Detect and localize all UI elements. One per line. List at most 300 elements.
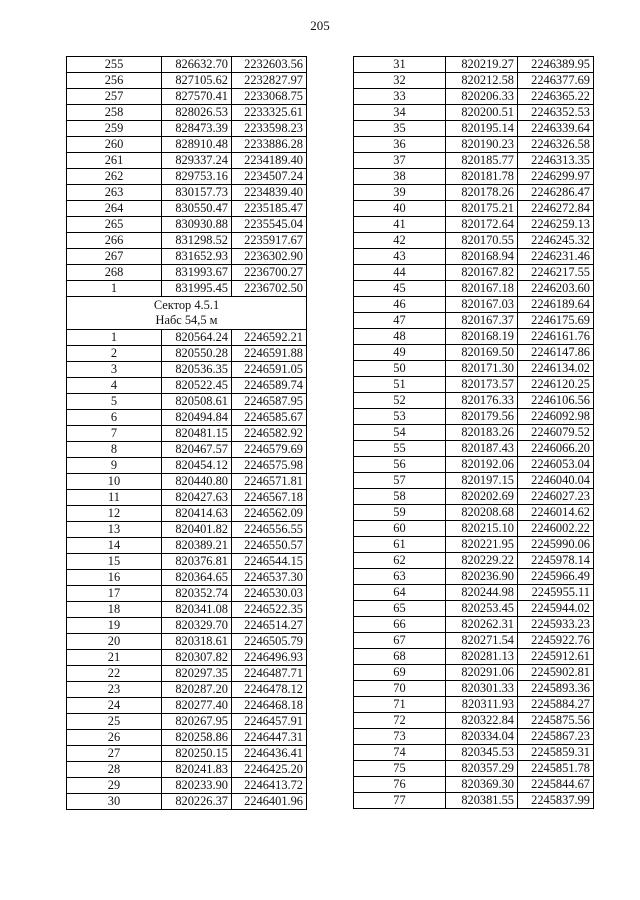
y-coordinate-cell: 2246457.91 bbox=[232, 714, 307, 730]
x-coordinate-cell: 820206.33 bbox=[446, 89, 518, 105]
x-coordinate-cell: 820171.30 bbox=[446, 361, 518, 377]
point-number-cell: 26 bbox=[67, 730, 162, 746]
y-coordinate-cell: 2246468.18 bbox=[232, 698, 307, 714]
x-coordinate-cell: 820179.56 bbox=[446, 409, 518, 425]
point-number-cell: 23 bbox=[67, 682, 162, 698]
x-coordinate-cell: 820522.45 bbox=[162, 378, 232, 394]
y-coordinate-cell: 2245912.61 bbox=[518, 649, 594, 665]
point-number-cell: 32 bbox=[354, 73, 446, 89]
y-coordinate-cell: 2246514.27 bbox=[232, 618, 307, 634]
x-coordinate-cell: 820233.90 bbox=[162, 778, 232, 794]
point-number-cell: 72 bbox=[354, 713, 446, 729]
x-coordinate-cell: 820244.98 bbox=[446, 585, 518, 601]
y-coordinate-cell: 2246582.92 bbox=[232, 426, 307, 442]
y-coordinate-cell: 2236700.27 bbox=[232, 265, 307, 281]
table-row bbox=[354, 153, 594, 169]
table-row bbox=[67, 153, 307, 169]
x-coordinate-cell: 820236.90 bbox=[446, 569, 518, 585]
point-number-cell: 260 bbox=[67, 137, 162, 153]
x-coordinate-cell: 820481.15 bbox=[162, 426, 232, 442]
point-number-cell: 267 bbox=[67, 249, 162, 265]
y-coordinate-cell: 2246556.55 bbox=[232, 522, 307, 538]
table-row bbox=[67, 746, 307, 762]
table-row bbox=[354, 681, 594, 697]
y-coordinate-cell: 2235917.67 bbox=[232, 233, 307, 249]
table-row bbox=[67, 378, 307, 394]
x-coordinate-cell: 828473.39 bbox=[162, 121, 232, 137]
table-row bbox=[354, 57, 594, 73]
point-number-cell: 37 bbox=[354, 153, 446, 169]
sector-header-cell bbox=[67, 297, 307, 330]
table-row bbox=[67, 778, 307, 794]
x-coordinate-cell: 829337.24 bbox=[162, 153, 232, 169]
point-number-cell: 24 bbox=[67, 698, 162, 714]
point-number-cell: 255 bbox=[67, 57, 162, 73]
y-coordinate-cell: 2246478.12 bbox=[232, 682, 307, 698]
point-number-cell: 35 bbox=[354, 121, 446, 137]
x-coordinate-cell: 820454.12 bbox=[162, 458, 232, 474]
x-coordinate-cell: 820178.26 bbox=[446, 185, 518, 201]
point-number-cell: 76 bbox=[354, 777, 446, 793]
point-number-cell: 50 bbox=[354, 361, 446, 377]
point-number-cell: 11 bbox=[67, 490, 162, 506]
y-coordinate-cell: 2246120.25 bbox=[518, 377, 594, 393]
table-row bbox=[354, 777, 594, 793]
table-row bbox=[67, 89, 307, 105]
point-number-cell: 263 bbox=[67, 185, 162, 201]
x-coordinate-cell: 831298.52 bbox=[162, 233, 232, 249]
x-coordinate-cell: 820376.81 bbox=[162, 554, 232, 570]
table-row bbox=[354, 409, 594, 425]
y-coordinate-cell: 2245844.67 bbox=[518, 777, 594, 793]
y-coordinate-cell: 2245837.99 bbox=[518, 793, 594, 809]
y-coordinate-cell: 2246231.46 bbox=[518, 249, 594, 265]
table-row bbox=[67, 602, 307, 618]
point-number-cell: 75 bbox=[354, 761, 446, 777]
y-coordinate-cell: 2246585.67 bbox=[232, 410, 307, 426]
x-coordinate-cell: 820167.82 bbox=[446, 265, 518, 281]
point-number-cell: 42 bbox=[354, 233, 446, 249]
table-row bbox=[67, 506, 307, 522]
table-row bbox=[67, 73, 307, 89]
table-row bbox=[67, 201, 307, 217]
y-coordinate-cell: 2235545.04 bbox=[232, 217, 307, 233]
point-number-cell: 31 bbox=[354, 57, 446, 73]
table-row bbox=[354, 761, 594, 777]
y-coordinate-cell: 2245902.81 bbox=[518, 665, 594, 681]
y-coordinate-cell: 2245867.23 bbox=[518, 729, 594, 745]
table-row bbox=[67, 794, 307, 810]
x-coordinate-cell: 820322.84 bbox=[446, 713, 518, 729]
y-coordinate-cell: 2235185.47 bbox=[232, 201, 307, 217]
table-row bbox=[67, 666, 307, 682]
y-coordinate-cell: 2245944.02 bbox=[518, 601, 594, 617]
y-coordinate-cell: 2246203.60 bbox=[518, 281, 594, 297]
table-row bbox=[67, 634, 307, 650]
y-coordinate-cell: 2246352.53 bbox=[518, 105, 594, 121]
y-coordinate-cell: 2246436.41 bbox=[232, 746, 307, 762]
x-coordinate-cell: 820550.28 bbox=[162, 346, 232, 362]
point-number-cell: 261 bbox=[67, 153, 162, 169]
y-coordinate-cell: 2246550.57 bbox=[232, 538, 307, 554]
point-number-cell: 64 bbox=[354, 585, 446, 601]
y-coordinate-cell: 2246027.23 bbox=[518, 489, 594, 505]
y-coordinate-cell: 2246040.04 bbox=[518, 473, 594, 489]
table-row bbox=[354, 713, 594, 729]
table-row bbox=[67, 458, 307, 474]
table-row bbox=[67, 217, 307, 233]
coordinates-table-left bbox=[66, 56, 307, 810]
x-coordinate-cell: 820172.64 bbox=[446, 217, 518, 233]
table-row bbox=[354, 745, 594, 761]
point-number-cell: 46 bbox=[354, 297, 446, 313]
x-coordinate-cell: 831995.45 bbox=[162, 281, 232, 297]
table-row bbox=[67, 490, 307, 506]
x-coordinate-cell: 820271.54 bbox=[446, 633, 518, 649]
table-row bbox=[67, 185, 307, 201]
coordinates-table-right bbox=[353, 56, 594, 809]
x-coordinate-cell: 820219.27 bbox=[446, 57, 518, 73]
table-row bbox=[354, 89, 594, 105]
table-row bbox=[354, 361, 594, 377]
y-coordinate-cell: 2246496.93 bbox=[232, 650, 307, 666]
table-row bbox=[354, 441, 594, 457]
table-row bbox=[67, 394, 307, 410]
point-number-cell: 54 bbox=[354, 425, 446, 441]
x-coordinate-cell: 820440.80 bbox=[162, 474, 232, 490]
point-number-cell: 51 bbox=[354, 377, 446, 393]
y-coordinate-cell: 2246053.04 bbox=[518, 457, 594, 473]
table-row bbox=[354, 121, 594, 137]
x-coordinate-cell: 828026.53 bbox=[162, 105, 232, 121]
x-coordinate-cell: 820301.33 bbox=[446, 681, 518, 697]
left-rows-after-sector bbox=[67, 330, 307, 810]
x-coordinate-cell: 827105.62 bbox=[162, 73, 232, 89]
x-coordinate-cell: 820168.94 bbox=[446, 249, 518, 265]
table-row bbox=[67, 362, 307, 378]
table-row bbox=[354, 457, 594, 473]
table-row bbox=[354, 297, 594, 313]
table-row bbox=[67, 730, 307, 746]
x-coordinate-cell: 820267.95 bbox=[162, 714, 232, 730]
point-number-cell: 27 bbox=[67, 746, 162, 762]
y-coordinate-cell: 2234507.24 bbox=[232, 169, 307, 185]
point-number-cell: 19 bbox=[67, 618, 162, 634]
point-number-cell: 69 bbox=[354, 665, 446, 681]
x-coordinate-cell: 820173.57 bbox=[446, 377, 518, 393]
x-coordinate-cell: 820170.55 bbox=[446, 233, 518, 249]
table-row bbox=[354, 249, 594, 265]
point-number-cell: 256 bbox=[67, 73, 162, 89]
y-coordinate-cell: 2245966.49 bbox=[518, 569, 594, 585]
y-coordinate-cell: 2245922.76 bbox=[518, 633, 594, 649]
point-number-cell: 38 bbox=[354, 169, 446, 185]
x-coordinate-cell: 820341.08 bbox=[162, 602, 232, 618]
y-coordinate-cell: 2246562.09 bbox=[232, 506, 307, 522]
point-number-cell: 45 bbox=[354, 281, 446, 297]
table-row bbox=[354, 617, 594, 633]
x-coordinate-cell: 820564.24 bbox=[162, 330, 232, 346]
x-coordinate-cell: 826632.70 bbox=[162, 57, 232, 73]
y-coordinate-cell: 2246175.69 bbox=[518, 313, 594, 329]
point-number-cell: 14 bbox=[67, 538, 162, 554]
point-number-cell: 49 bbox=[354, 345, 446, 361]
point-number-cell: 25 bbox=[67, 714, 162, 730]
y-coordinate-cell: 2246522.35 bbox=[232, 602, 307, 618]
y-coordinate-cell: 2246591.88 bbox=[232, 346, 307, 362]
point-number-cell: 1 bbox=[67, 330, 162, 346]
table-row bbox=[354, 185, 594, 201]
y-coordinate-cell: 2246339.64 bbox=[518, 121, 594, 137]
table-row bbox=[354, 633, 594, 649]
table-row bbox=[67, 570, 307, 586]
table-row bbox=[354, 329, 594, 345]
table-row bbox=[354, 137, 594, 153]
y-coordinate-cell: 2246377.69 bbox=[518, 73, 594, 89]
point-number-cell: 268 bbox=[67, 265, 162, 281]
table-row bbox=[67, 233, 307, 249]
x-coordinate-cell: 829753.16 bbox=[162, 169, 232, 185]
table-row bbox=[354, 585, 594, 601]
x-coordinate-cell: 820427.63 bbox=[162, 490, 232, 506]
x-coordinate-cell: 820226.37 bbox=[162, 794, 232, 810]
x-coordinate-cell: 820345.53 bbox=[446, 745, 518, 761]
point-number-cell: 259 bbox=[67, 121, 162, 137]
x-coordinate-cell: 820212.58 bbox=[446, 73, 518, 89]
point-number-cell: 43 bbox=[354, 249, 446, 265]
x-coordinate-cell: 820167.03 bbox=[446, 297, 518, 313]
point-number-cell: 28 bbox=[67, 762, 162, 778]
table-row bbox=[67, 442, 307, 458]
y-coordinate-cell: 2246447.31 bbox=[232, 730, 307, 746]
point-number-cell: 30 bbox=[67, 794, 162, 810]
y-coordinate-cell: 2246245.32 bbox=[518, 233, 594, 249]
point-number-cell: 266 bbox=[67, 233, 162, 249]
x-coordinate-cell: 820291.06 bbox=[446, 665, 518, 681]
point-number-cell: 66 bbox=[354, 617, 446, 633]
y-coordinate-cell: 2234839.40 bbox=[232, 185, 307, 201]
point-number-cell: 22 bbox=[67, 666, 162, 682]
y-coordinate-cell: 2246591.05 bbox=[232, 362, 307, 378]
table-row bbox=[67, 281, 307, 297]
table-row bbox=[354, 601, 594, 617]
x-coordinate-cell: 820389.21 bbox=[162, 538, 232, 554]
y-coordinate-cell: 2245859.31 bbox=[518, 745, 594, 761]
point-number-cell: 33 bbox=[354, 89, 446, 105]
table-row bbox=[354, 665, 594, 681]
point-number-cell: 2 bbox=[67, 346, 162, 362]
table-row bbox=[67, 682, 307, 698]
point-number-cell: 47 bbox=[354, 313, 446, 329]
point-number-cell: 53 bbox=[354, 409, 446, 425]
table-row bbox=[354, 553, 594, 569]
table-row bbox=[354, 217, 594, 233]
point-number-cell: 60 bbox=[354, 521, 446, 537]
point-number-cell: 40 bbox=[354, 201, 446, 217]
y-coordinate-cell: 2246365.22 bbox=[518, 89, 594, 105]
table-row bbox=[67, 346, 307, 362]
x-coordinate-cell: 820176.33 bbox=[446, 393, 518, 409]
table-row bbox=[67, 249, 307, 265]
y-coordinate-cell: 2246413.72 bbox=[232, 778, 307, 794]
table-row bbox=[354, 265, 594, 281]
y-coordinate-cell: 2246189.64 bbox=[518, 297, 594, 313]
point-number-cell: 52 bbox=[354, 393, 446, 409]
point-number-cell: 58 bbox=[354, 489, 446, 505]
x-coordinate-cell: 820185.77 bbox=[446, 153, 518, 169]
y-coordinate-cell: 2246092.98 bbox=[518, 409, 594, 425]
y-coordinate-cell: 2246589.74 bbox=[232, 378, 307, 394]
table-row bbox=[67, 265, 307, 281]
x-coordinate-cell: 820181.78 bbox=[446, 169, 518, 185]
table-row bbox=[354, 233, 594, 249]
point-number-cell: 1 bbox=[67, 281, 162, 297]
point-number-cell: 16 bbox=[67, 570, 162, 586]
point-number-cell: 44 bbox=[354, 265, 446, 281]
x-coordinate-cell: 820258.86 bbox=[162, 730, 232, 746]
y-coordinate-cell: 2246592.21 bbox=[232, 330, 307, 346]
point-number-cell: 73 bbox=[354, 729, 446, 745]
table-row bbox=[67, 57, 307, 73]
point-number-cell: 63 bbox=[354, 569, 446, 585]
point-number-cell: 13 bbox=[67, 522, 162, 538]
y-coordinate-cell: 2246161.76 bbox=[518, 329, 594, 345]
point-number-cell: 18 bbox=[67, 602, 162, 618]
sector-subtitle: Набс 54,5 м bbox=[155, 313, 218, 327]
point-number-cell: 7 bbox=[67, 426, 162, 442]
y-coordinate-cell: 2246106.56 bbox=[518, 393, 594, 409]
table-row bbox=[67, 522, 307, 538]
y-coordinate-cell: 2246537.30 bbox=[232, 570, 307, 586]
x-coordinate-cell: 820508.61 bbox=[162, 394, 232, 410]
point-number-cell: 6 bbox=[67, 410, 162, 426]
point-number-cell: 17 bbox=[67, 586, 162, 602]
table-row bbox=[354, 105, 594, 121]
point-number-cell: 61 bbox=[354, 537, 446, 553]
table-row bbox=[67, 105, 307, 121]
table-row bbox=[67, 698, 307, 714]
x-coordinate-cell: 820221.95 bbox=[446, 537, 518, 553]
page-number: 205 bbox=[310, 18, 330, 33]
point-number-cell: 48 bbox=[354, 329, 446, 345]
y-coordinate-cell: 2246425.20 bbox=[232, 762, 307, 778]
table-row bbox=[67, 650, 307, 666]
point-number-cell: 71 bbox=[354, 697, 446, 713]
y-coordinate-cell: 2246002.22 bbox=[518, 521, 594, 537]
y-coordinate-cell: 2246567.18 bbox=[232, 490, 307, 506]
sector-header-section bbox=[67, 297, 307, 330]
point-number-cell: 41 bbox=[354, 217, 446, 233]
point-number-cell: 77 bbox=[354, 793, 446, 809]
y-coordinate-cell: 2246401.96 bbox=[232, 794, 307, 810]
table-row bbox=[67, 762, 307, 778]
point-number-cell: 20 bbox=[67, 634, 162, 650]
x-coordinate-cell: 820307.82 bbox=[162, 650, 232, 666]
x-coordinate-cell: 820197.15 bbox=[446, 473, 518, 489]
point-number-cell: 70 bbox=[354, 681, 446, 697]
x-coordinate-cell: 820311.93 bbox=[446, 697, 518, 713]
point-number-cell: 34 bbox=[354, 105, 446, 121]
y-coordinate-cell: 2246259.13 bbox=[518, 217, 594, 233]
point-number-cell: 59 bbox=[354, 505, 446, 521]
point-number-cell: 57 bbox=[354, 473, 446, 489]
x-coordinate-cell: 820250.15 bbox=[162, 746, 232, 762]
table-row bbox=[67, 121, 307, 137]
y-coordinate-cell: 2236302.90 bbox=[232, 249, 307, 265]
x-coordinate-cell: 820175.21 bbox=[446, 201, 518, 217]
x-coordinate-cell: 820195.14 bbox=[446, 121, 518, 137]
x-coordinate-cell: 830930.88 bbox=[162, 217, 232, 233]
y-coordinate-cell: 2246487.71 bbox=[232, 666, 307, 682]
y-coordinate-cell: 2246544.15 bbox=[232, 554, 307, 570]
table-row bbox=[354, 489, 594, 505]
y-coordinate-cell: 2245875.56 bbox=[518, 713, 594, 729]
point-number-cell: 67 bbox=[354, 633, 446, 649]
point-number-cell: 21 bbox=[67, 650, 162, 666]
table-row bbox=[67, 426, 307, 442]
x-coordinate-cell: 820352.74 bbox=[162, 586, 232, 602]
table-row bbox=[354, 521, 594, 537]
x-coordinate-cell: 820536.35 bbox=[162, 362, 232, 378]
table-row bbox=[354, 425, 594, 441]
table-row bbox=[67, 410, 307, 426]
table-row bbox=[67, 554, 307, 570]
x-coordinate-cell: 820297.35 bbox=[162, 666, 232, 682]
x-coordinate-cell: 820167.18 bbox=[446, 281, 518, 297]
y-coordinate-cell: 2246530.03 bbox=[232, 586, 307, 602]
table-row bbox=[354, 201, 594, 217]
point-number-cell: 8 bbox=[67, 442, 162, 458]
x-coordinate-cell: 830157.73 bbox=[162, 185, 232, 201]
table-row bbox=[354, 281, 594, 297]
y-coordinate-cell: 2245990.06 bbox=[518, 537, 594, 553]
point-number-cell: 36 bbox=[354, 137, 446, 153]
x-coordinate-cell: 820494.84 bbox=[162, 410, 232, 426]
x-coordinate-cell: 830550.47 bbox=[162, 201, 232, 217]
x-coordinate-cell: 820167.37 bbox=[446, 313, 518, 329]
x-coordinate-cell: 820401.82 bbox=[162, 522, 232, 538]
y-coordinate-cell: 2245933.23 bbox=[518, 617, 594, 633]
x-coordinate-cell: 820277.40 bbox=[162, 698, 232, 714]
table-row bbox=[67, 618, 307, 634]
x-coordinate-cell: 820183.26 bbox=[446, 425, 518, 441]
y-coordinate-cell: 2246313.35 bbox=[518, 153, 594, 169]
table-row bbox=[354, 313, 594, 329]
y-coordinate-cell: 2234189.40 bbox=[232, 153, 307, 169]
table-row bbox=[354, 377, 594, 393]
point-number-cell: 10 bbox=[67, 474, 162, 490]
x-coordinate-cell: 828910.48 bbox=[162, 137, 232, 153]
x-coordinate-cell: 827570.41 bbox=[162, 89, 232, 105]
y-coordinate-cell: 2246272.84 bbox=[518, 201, 594, 217]
x-coordinate-cell: 820253.45 bbox=[446, 601, 518, 617]
point-number-cell: 68 bbox=[354, 649, 446, 665]
x-coordinate-cell: 820318.61 bbox=[162, 634, 232, 650]
sector-header-row bbox=[67, 297, 307, 330]
table-row bbox=[67, 538, 307, 554]
x-coordinate-cell: 820287.20 bbox=[162, 682, 232, 698]
x-coordinate-cell: 820364.65 bbox=[162, 570, 232, 586]
point-number-cell: 29 bbox=[67, 778, 162, 794]
x-coordinate-cell: 820202.69 bbox=[446, 489, 518, 505]
y-coordinate-cell: 2246587.95 bbox=[232, 394, 307, 410]
table-row bbox=[354, 505, 594, 521]
point-number-cell: 258 bbox=[67, 105, 162, 121]
point-number-cell: 264 bbox=[67, 201, 162, 217]
y-coordinate-cell: 2246286.47 bbox=[518, 185, 594, 201]
y-coordinate-cell: 2232603.56 bbox=[232, 57, 307, 73]
x-coordinate-cell: 820414.63 bbox=[162, 506, 232, 522]
